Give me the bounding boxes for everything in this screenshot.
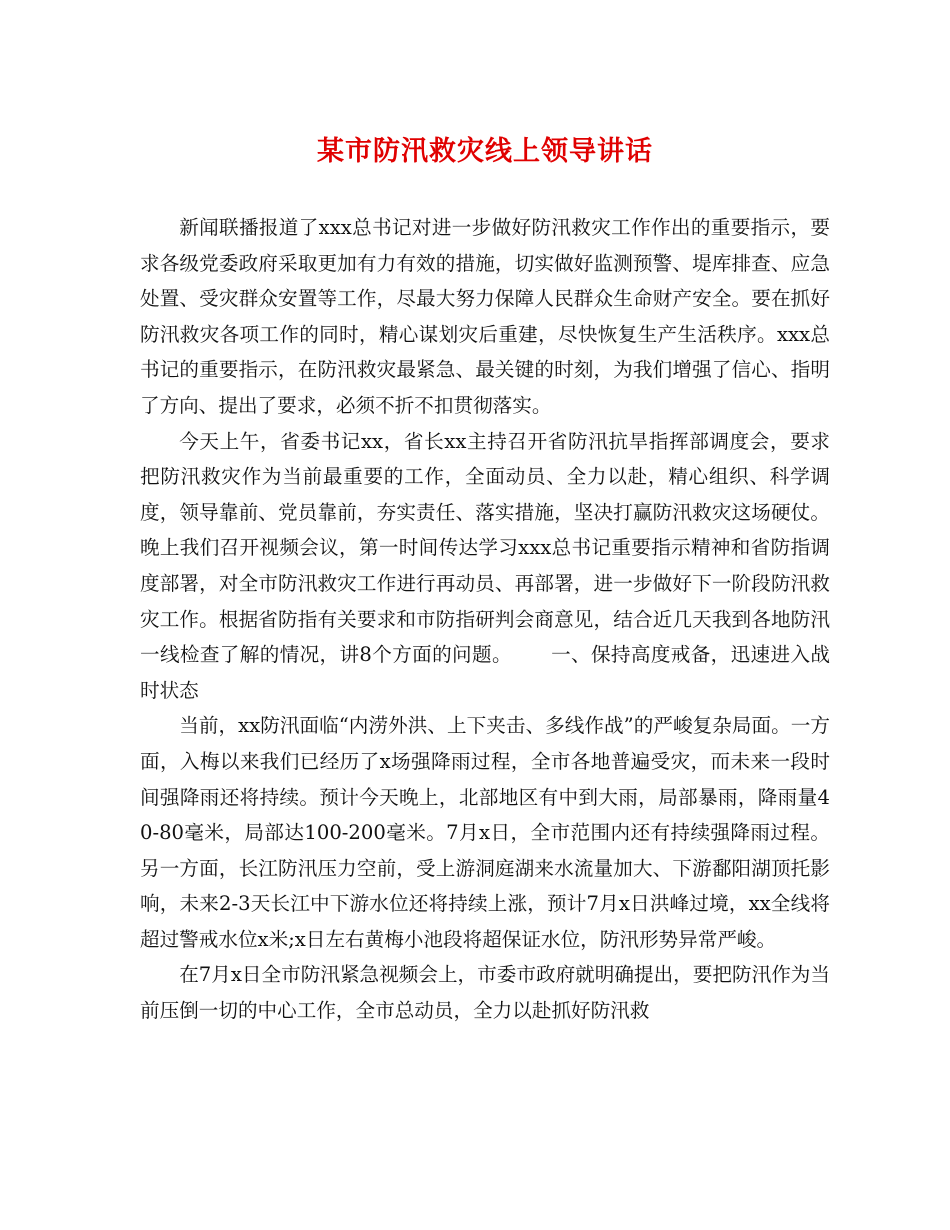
section-heading: 一、保持高度戒备，迅速进入战时状态 <box>140 643 830 702</box>
paragraph-1: 新闻联播报道了xxx总书记对进一步做好防汛救灾工作作出的重要指示，要求各级党委政府采取更加有力有效的措施，切实做好监测预警、堤库排查、应急处置、受灾群众安置等工作，尽最大努力保障人民群众生命财产安全。要在抓好防汛救灾各项工作的同时，精心谋划灾后重建，尽快恢复生产生活秩序。xxx总书记的重要指示，在防汛救灾最紧急、最关键的时刻，为我们增强了信心、指明了方向、提出了要求，必须不折不扣贯彻落实。 <box>140 216 830 417</box>
document-page <box>140 0 830 1029</box>
paragraph-4: 在7月x日全市防汛紧急视频会上，市委市政府就明确提出，要把防汛作为当前压倒一切的中心工作，全市总动员，全力以赴抓好防汛救 <box>140 963 830 1023</box>
document-title: 某市防汛救灾线上领导讲话 <box>317 136 653 167</box>
paragraph-2 <box>140 424 830 709</box>
document-body <box>140 210 830 1029</box>
paragraph-3: 当前，xx防汛面临“内涝外洪、上下夹击、多线作战”的严峻复杂局面。一方面，入梅以来我们已经历了x场强降雨过程，全市各地普遍受灾，而未来一段时间强降雨还将持续。预计今天晚上，北部地区有中到大雨，局部暴雨，降雨量40-80毫米，局部达100-200毫米。7月x日，全市范围内还有持续强降雨过程。另一方面，长江防汛压力空前，受上游洞庭湖来水流量加大、下游鄱阳湖顶托影响，未来2-3天长江中下游水位还将持续上涨，预计7月x日洪峰过境，xx全线将超过警戒水位x米;x日左右黄梅小池段将超保证水位，防汛形势异常严峻。 <box>140 714 830 951</box>
paragraph-2-text: 今天上午，省委书记xx，省长xx主持召开省防汛抗旱指挥部调度会，要求把防汛救灾作为当前最重要的工作，全面动员、全力以赴，精心组织、科学调度，领导靠前、党员靠前，夯实责任、落实措施，坚决打赢防汛救灾这场硬仗。晚上我们召开视频会议，第一时间传达学习xxx总书记重要指示精神和省防指调度部署，对全市防汛救灾工作进行再动员、再部署，进一步做好下一阶段防汛救灾工作。根据省防指有关要求和市防指研判会商意见，结合近几天我到各地防汛一线检查了解的情况，讲8个方面的问题。 <box>140 429 830 667</box>
